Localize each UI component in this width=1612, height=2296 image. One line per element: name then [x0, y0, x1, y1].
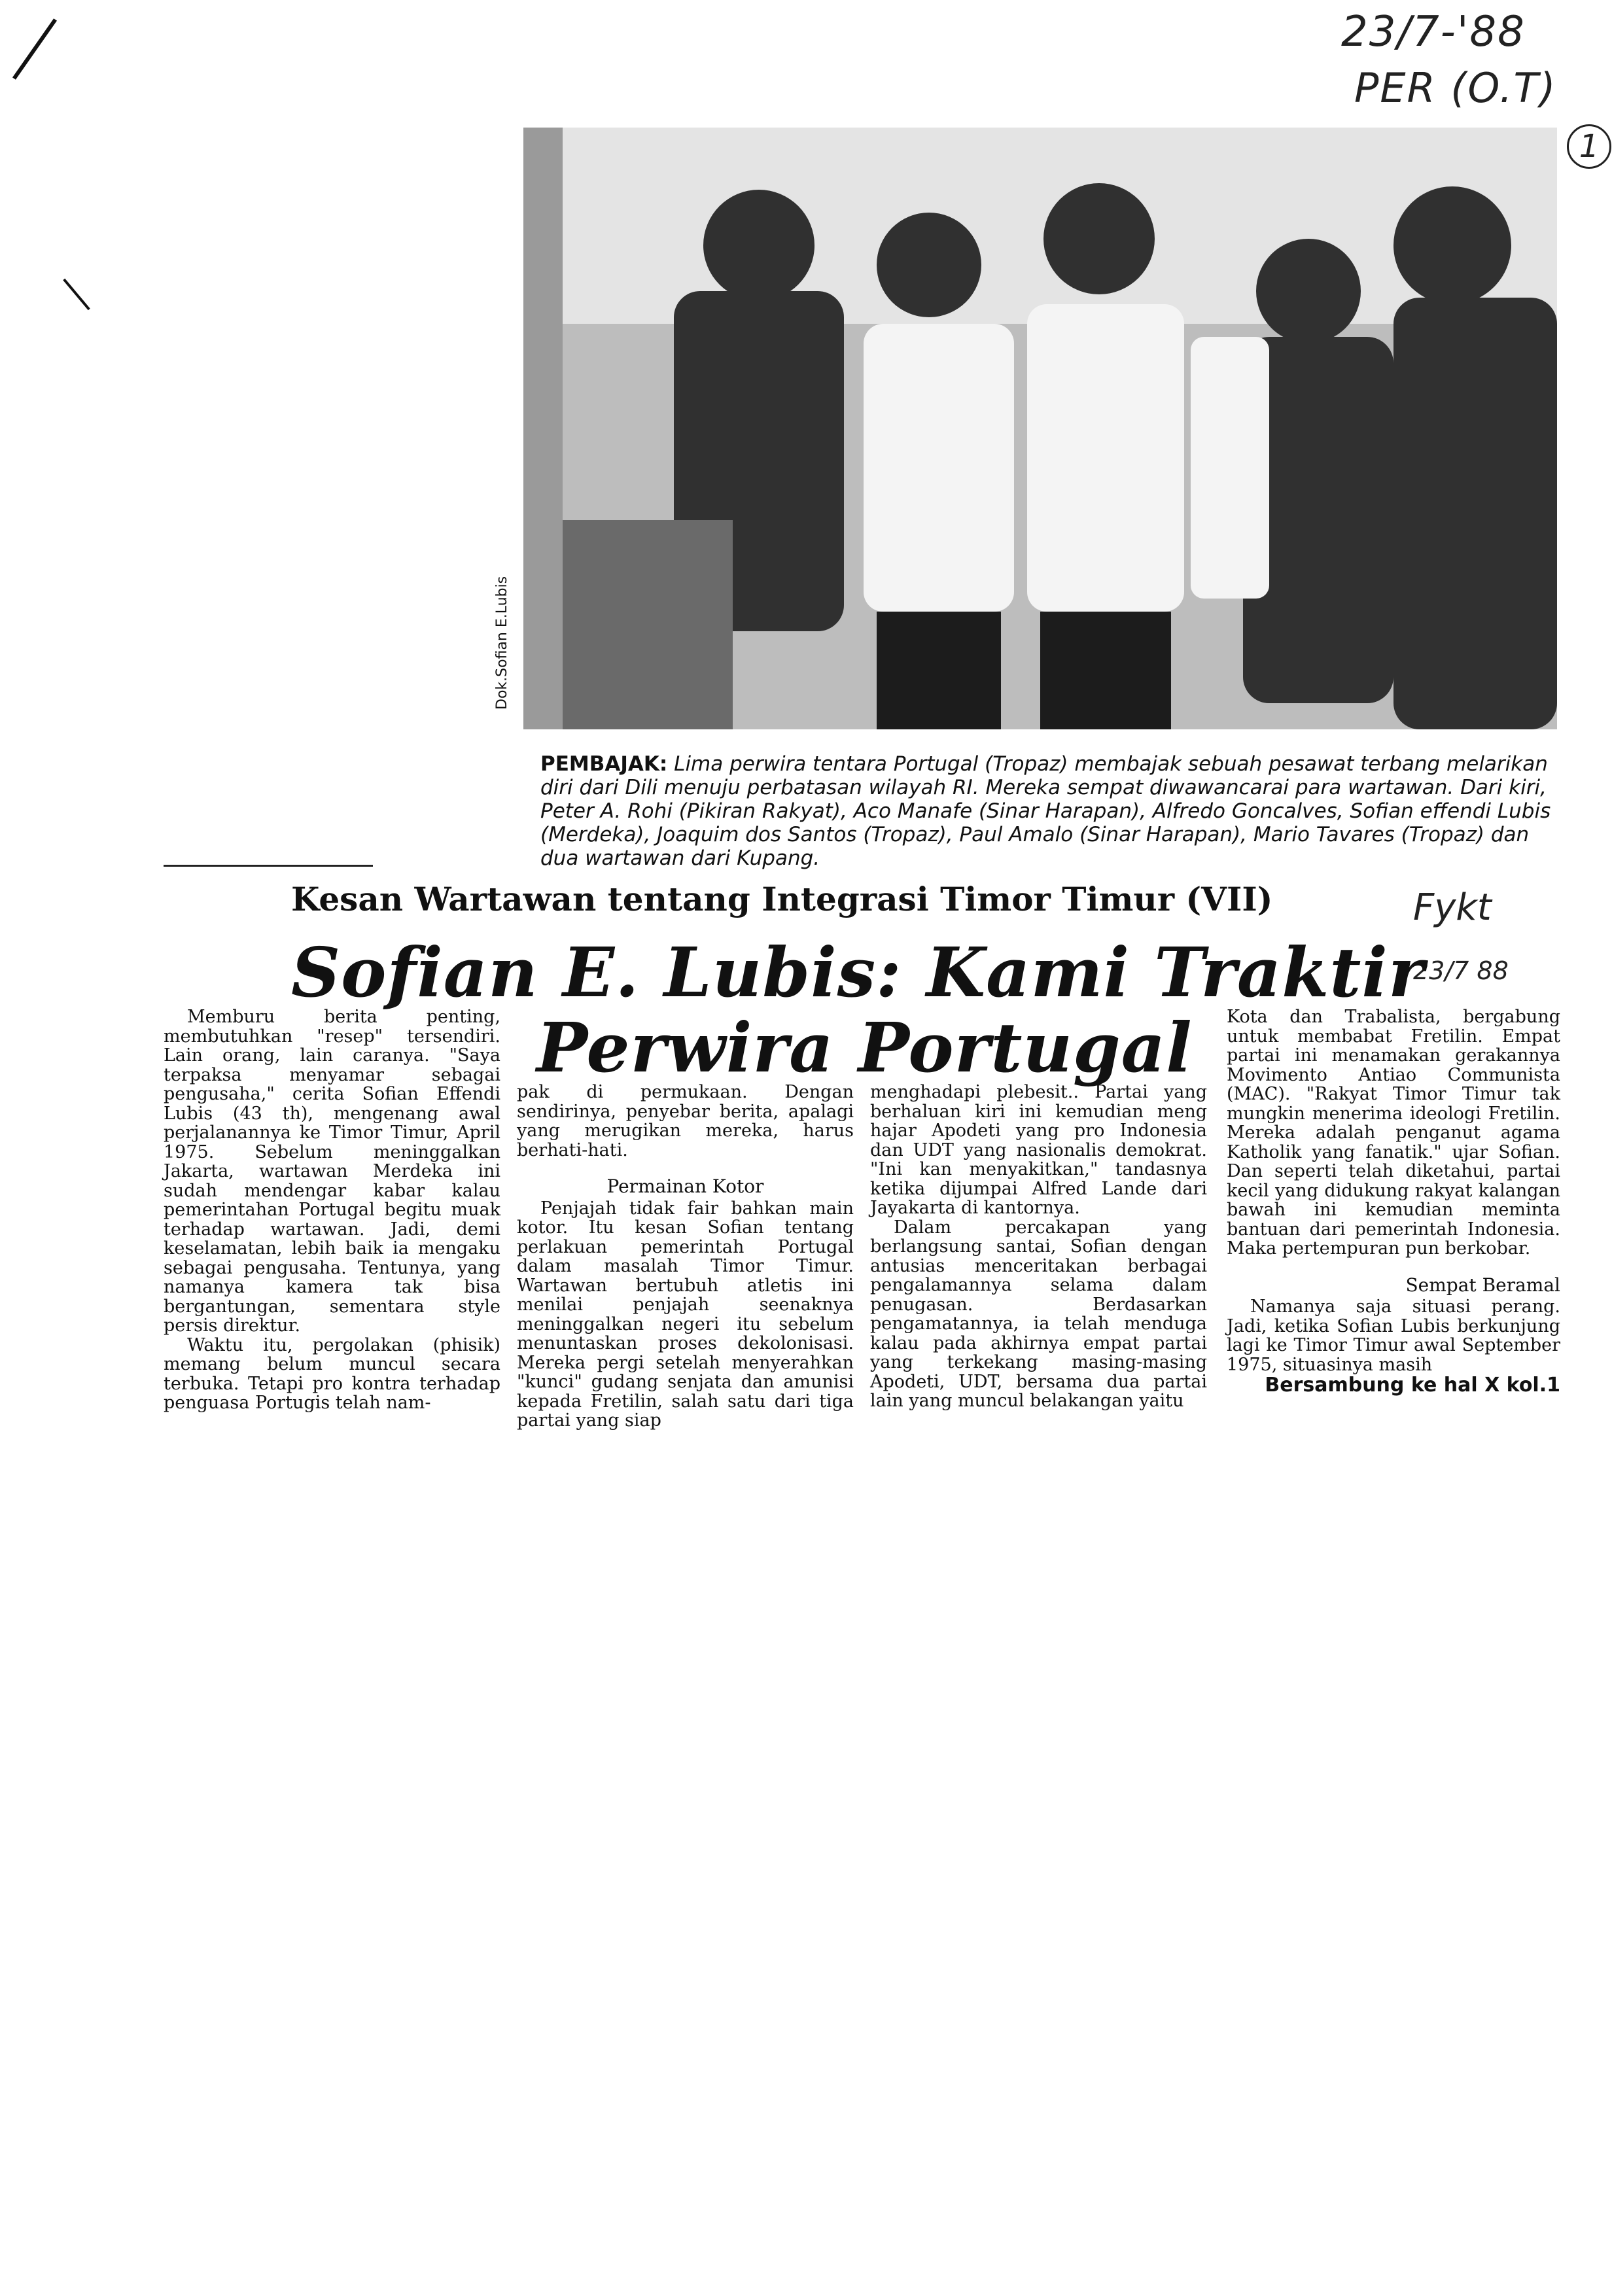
paragraph: menghadapi plebesit.. Partai yang berhaluan kiri ini kemudian meng hajar Apodeti yang pro Indonesia dan UDT yang nasionalis demokrat. "Ini kan menyakitkan," tandasnya ketika dijumpai Alfred Lande dari Jayakarta di kantornya.	[870, 1082, 1207, 1218]
article-column-2	[517, 1083, 854, 1431]
handwritten-page-number: 1	[1567, 124, 1611, 169]
kicker-headline: Kesan Wartawan tentang Integrasi Timor Timur (VII)	[291, 880, 1273, 918]
scan-mark	[12, 18, 57, 80]
caption-text: Lima perwira tentara Portugal (Tropaz) membajak sebuah pesawat terbang melarikan diri dari Dili menuju perbatasan wilayah RI. Mereka sempat diwawancarai para wartawan. Dari kiri, Peter A. Rohi (Pikiran Rakyat), Aco Manafe (Sinar Harapan), Alfredo Goncalves, Sofian effendi Lubis (Merdeka), Joaquim dos Santos (Tropaz), Paul Amalo (Sinar Harapan), Mario Tavares (Tropaz) dan dua wartawan dari Kupang.	[540, 752, 1551, 870]
headline-line-1: Sofian E. Lubis: Kami Traktir	[291, 932, 1425, 1013]
article-column-4	[1227, 1007, 1560, 1395]
paragraph: Penjajah tidak fair bahkan main kotor. Itu kesan Sofian tentang perlakuan pemerintah Portugal dalam masalah Timor Timur. Wartawan bertubuh atletis ini menilai penjajah seenaknya meninggalkan negeri itu sebelum menuntaskan proses dekolonisasi. Mereka pergi setelah menyerahkan "kunci" gudang senjata dan amunisi kepada Fretilin, salah satu dari tiga partai yang siap	[517, 1198, 854, 1431]
subheading: Permainan Kotor	[606, 1175, 764, 1197]
article-column-1	[164, 1007, 500, 1413]
news-photo	[523, 128, 1557, 729]
continuation-note: Bersambung ke hal X kol.1	[1265, 1374, 1560, 1397]
subheading: Sempat Beramal	[1405, 1274, 1560, 1296]
handwritten-signature: Fykt	[1413, 886, 1492, 929]
scan-mark	[63, 279, 90, 311]
photo-credit: Dok.Sofian E.Lubis	[494, 576, 510, 710]
handwritten-code: PER (O.T)	[1354, 64, 1557, 112]
paragraph: pak di permukaan. Dengan sendirinya, penyebar berita, apalagi yang merugikan mereka, harus berhati-hati.	[517, 1082, 854, 1160]
photo-caption	[540, 752, 1561, 870]
paragraph: Waktu itu, pergolakan (phisik) memang belum muncul secara terbuka. Tetapi pro kontra terhadap penguasa Portugis telah nam-	[164, 1334, 500, 1413]
headline-line-2: Perwira Portugal	[536, 1007, 1193, 1088]
paragraph: Namanya saja situasi perang. Jadi, ketika Sofian Lubis berkunjung lagi ke Timor Timur awal September 1975, situasinya masih	[1227, 1296, 1560, 1375]
handwritten-headline-date: 23/7 88	[1413, 956, 1509, 985]
paragraph: Kota dan Trabalista, bergabung untuk membabat Fretilin. Empat partai ini menamakan gerakannya Movimento Antiao Communista (MAC). "Rakyat Timor Timur tak mungkin menerima ideologi Fretilin. Mereka adalah penganut agama Katholik yang fanatik." ujar Sofian. Dan seperti telah diketahui, partai kecil yang didukung rakyat kalangan bawah ini kemudian meminta bantuan dari pemerintah Indonesia. Maka pertempuran pun berkobar.	[1227, 1007, 1560, 1259]
paragraph: Memburu berita penting, membutuhkan "resep" tersendiri. Lain orang, lain caranya. "Saya terpaksa menyamar sebagai pengusaha," cerita Sofian Effendi Lubis (43 th), mengenang awal perjalanannya ke Timor Timur, April 1975. Sebelum meninggalkan Jakarta, wartawan Merdeka ini sudah mendengar kabar kalau pemerintahan Portugal begitu muak terhadap wartawan. Jadi, demi keselamatan, lebih baik ia mengaku sebagai pengusaha. Tentunya, yang namanya kamera tak bisa bergantungan, sementara style persis direktur.	[164, 1007, 500, 1336]
handwritten-date: 23/7-'88	[1341, 8, 1526, 56]
photo-illustration	[523, 128, 1557, 729]
paragraph: Dalam percakapan yang berlangsung santai, Sofian dengan antusias menceritakan berbagai pengalamannya selama dalam penugasan. Berdasarkan pengamatannya, ia telah menduga kalau pada akhirnya empat partai yang terkekang masing-masing Apodeti, UDT, bersama dua partai lain yang muncul belakangan yaitu	[870, 1217, 1207, 1411]
caption-label: PEMBAJAK:	[540, 752, 668, 776]
article-column-3	[870, 1083, 1207, 1411]
divider	[164, 865, 373, 867]
